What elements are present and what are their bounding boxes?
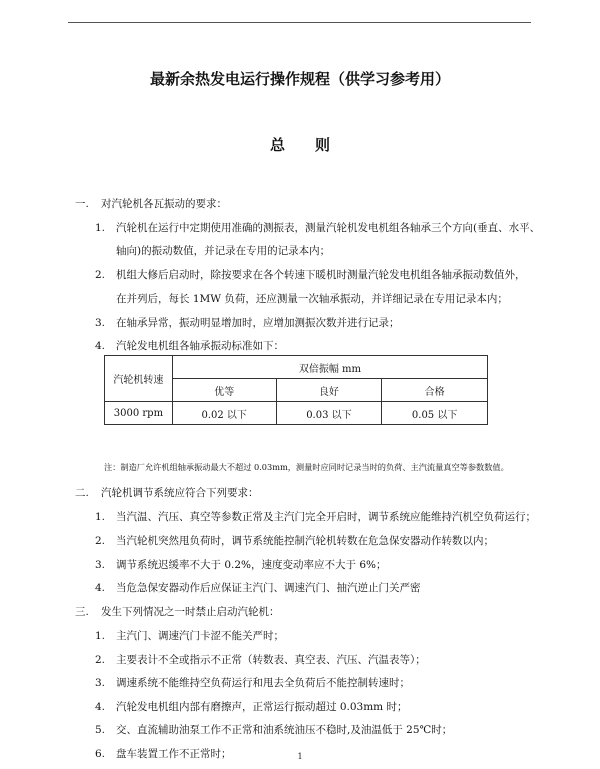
table-cell: 0.02 以下 bbox=[172, 402, 276, 425]
table-note: 注：制造厂允许机组轴承振动最大不超过 0.03mm，测量时应同时记录当时的负荷、主汽流量真空等参数数值。 bbox=[104, 462, 509, 472]
list-item: 1. 当汽温、汽压、真空等参数正常及主汽门完全开启时，调节系统应能维持汽机空负荷运行； bbox=[95, 511, 536, 523]
table-cell: 0.05 以下 bbox=[382, 402, 488, 425]
list-item: 4. 汽轮发电机组各轴承振动标准如下： bbox=[95, 340, 284, 352]
list-item: 1. 主汽门、调速汽门卡涩不能关严时； bbox=[95, 630, 284, 642]
section-2-heading: 二. 汽轮机调节系统应符合下列要求： bbox=[75, 487, 259, 499]
list-item-continuation: 轴向)的振动数值，并记录在专用的记录本内； bbox=[116, 245, 331, 257]
list-item: 5. 交、直流辅助油泵工作不正常和油系统油压不稳时,及油温低于 25℃时； bbox=[95, 724, 453, 736]
list-item: 3. 调速系统不能维持空负荷运行和甩去全负荷后不能控制转速时； bbox=[95, 677, 410, 689]
header-rule bbox=[68, 22, 531, 23]
section-1-heading: 一. 对汽轮机各瓦振动的要求： bbox=[75, 198, 227, 210]
list-item: 2. 机组大修后启动时，除按要求在各个转速下暖机时测量汽轮发电机组各轴承振动数值外， bbox=[95, 269, 526, 281]
list-item: 2. 当汽轮机突然甩负荷时，调节系统能控制汽轮机转数在危急保安器动作转数以内； bbox=[95, 535, 494, 547]
section-3-heading: 三. 发生下列情况之一时禁止启动汽轮机： bbox=[75, 606, 280, 618]
list-item: 3. 调节系统迟缓率不大于 0.2%，速度变动率应不大于 6%； bbox=[95, 559, 387, 571]
vibration-standard-table bbox=[104, 355, 488, 425]
table-cell: 0.03 以下 bbox=[276, 402, 382, 425]
table-cell: 3000 rpm bbox=[105, 402, 173, 425]
list-item: 1. 汽轮机在运行中定期使用准确的测振表，测量汽轮机发电机组各轴承三个方向(垂直、水平、 bbox=[95, 222, 541, 234]
table-group-header: 双倍振幅 mm bbox=[172, 356, 487, 379]
table-column-header: 优等 bbox=[172, 379, 276, 402]
list-item-continuation: 在并列后，每长 1MW 负荷，还应测量一次轴承振动，并详细记录在专用记录本内； bbox=[116, 293, 508, 305]
section-heading: 总则 bbox=[269, 136, 360, 154]
list-item: 4. 当危急保安器动作后应保证主汽门、调速汽门、抽汽逆止门关严密 bbox=[95, 582, 421, 594]
list-item: 2. 主要表计不全或指示不正常（转数表、真空表、汽压、汽温表等）； bbox=[95, 654, 426, 666]
list-item: 6. 盘车装置工作不正常时； bbox=[95, 748, 232, 760]
list-item: 3. 在轴承异常，振动明显增加时，应增加测振次数并进行记录； bbox=[95, 317, 400, 329]
table-column-header: 合格 bbox=[382, 379, 488, 402]
page-number: 1 bbox=[297, 752, 303, 761]
table-column-header: 良好 bbox=[276, 379, 382, 402]
list-item: 4. 汽轮发电机组内部有磨擦声，正常运行振动超过 0.03mm 时； bbox=[95, 701, 408, 713]
table-row-header: 汽轮机转速 bbox=[105, 356, 173, 402]
document-title: 最新余热发电运行操作规程（供学习参考用） bbox=[149, 70, 450, 88]
table-row bbox=[105, 402, 488, 425]
